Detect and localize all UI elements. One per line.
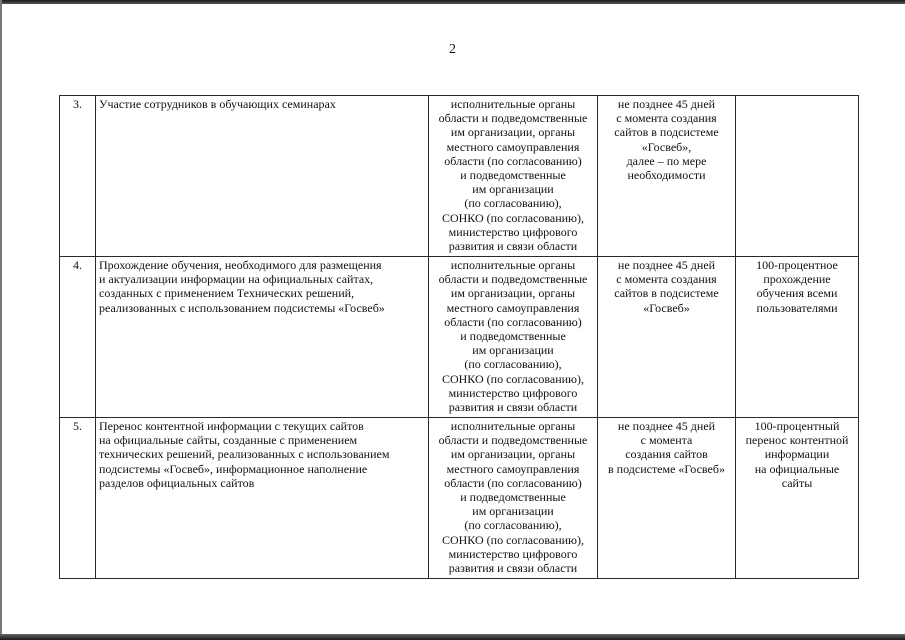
action-line: разделов официальных сайтов bbox=[99, 475, 255, 490]
executors-line: и подведомственные bbox=[460, 490, 566, 505]
executors-line: министерство цифрового bbox=[448, 224, 578, 239]
executors-line: и подведомственные bbox=[460, 168, 566, 183]
page-number: 2 bbox=[449, 42, 456, 57]
executors-line: и подведомственные bbox=[460, 329, 566, 344]
executors-line: области и подведомственные bbox=[438, 272, 588, 287]
executors-line: им организации bbox=[472, 182, 554, 197]
executors-cell bbox=[429, 96, 598, 257]
executors-line: им организации bbox=[472, 504, 554, 519]
deadline-line: необходимости bbox=[627, 168, 706, 183]
executors-line: (по согласованию), bbox=[464, 518, 562, 533]
executors-line: развития и связи области bbox=[448, 400, 578, 415]
deadline-line: с момента создания bbox=[616, 272, 717, 287]
result-line: перенос контентной bbox=[745, 433, 849, 448]
executors-line: местного самоуправления bbox=[446, 461, 580, 476]
executors-line: развития и связи области bbox=[448, 561, 578, 576]
executors-line: развития и связи области bbox=[448, 239, 578, 254]
action-line: подсистемы «Госвеб», информационное наполнение bbox=[99, 461, 368, 476]
result-cell bbox=[736, 257, 859, 418]
result-line: 100-процентное bbox=[756, 258, 838, 272]
result-line: прохождение bbox=[763, 272, 831, 287]
executors-line: исполнительные органы bbox=[450, 419, 576, 433]
row-number-cell: 5. bbox=[60, 418, 96, 579]
executors-line: исполнительные органы bbox=[450, 258, 576, 272]
result-cell bbox=[736, 418, 859, 579]
executors-line: исполнительные органы bbox=[450, 97, 576, 111]
deadline-line: далее – по мере bbox=[626, 153, 707, 168]
executors-cell bbox=[429, 257, 598, 418]
executors-line: местного самоуправления bbox=[446, 300, 580, 315]
plan-table bbox=[59, 95, 859, 579]
executors-line: им организации bbox=[472, 343, 554, 358]
action-line: технических решений, реализованных с использованием bbox=[99, 447, 390, 462]
executors-line: министерство цифрового bbox=[448, 546, 578, 561]
deadline-line: не позднее 45 дней bbox=[617, 419, 716, 433]
action-cell bbox=[96, 96, 429, 257]
scan-edge-top bbox=[0, 0, 905, 4]
deadline-line: не позднее 45 дней bbox=[617, 258, 716, 272]
deadline-line: не позднее 45 дней bbox=[617, 97, 716, 111]
action-line: реализованных с использованием подсистемы «Госвеб» bbox=[99, 300, 385, 315]
deadline-line: «Госвеб», bbox=[641, 139, 692, 154]
result-line: информации bbox=[764, 447, 830, 462]
executors-line: СОНКО (по согласованию), bbox=[441, 371, 585, 386]
deadline-line: с момента bbox=[640, 433, 693, 448]
deadline-line: в подсистеме «Госвеб» bbox=[608, 461, 725, 476]
executors-line: министерство цифрового bbox=[448, 385, 578, 400]
executors-line: (по согласованию), bbox=[464, 196, 562, 211]
action-line: созданных с применением Технических решений, bbox=[99, 286, 355, 301]
executors-line: области и подведомственные bbox=[438, 111, 588, 126]
action-line: на официальные сайты, созданные с применением bbox=[99, 433, 358, 448]
result-line: сайты bbox=[781, 475, 813, 490]
executors-line: местного самоуправления bbox=[446, 139, 580, 154]
result-line: на официальные bbox=[754, 461, 840, 476]
executors-line: СОНКО (по согласованию), bbox=[441, 532, 585, 547]
deadline-line: «Госвеб» bbox=[643, 300, 690, 315]
executors-line: области и подведомственные bbox=[438, 433, 588, 448]
deadline-line: создания сайтов bbox=[625, 447, 708, 462]
deadline-line: сайтов в подсистеме bbox=[614, 125, 719, 140]
scan-edge-bottom bbox=[0, 634, 905, 640]
result-line: пользователями bbox=[756, 300, 838, 315]
executors-line: им организации, органы bbox=[450, 125, 576, 140]
table-row bbox=[60, 418, 859, 579]
action-line: Участие сотрудников в обучающих семинарах bbox=[99, 97, 336, 111]
result-cell bbox=[736, 96, 859, 257]
result-line: 100-процентный bbox=[754, 419, 840, 433]
scan-edge-left bbox=[0, 0, 2, 640]
deadline-line: сайтов в подсистеме bbox=[614, 286, 719, 301]
executors-line: СОНКО (по согласованию), bbox=[441, 210, 585, 225]
deadline-line: с момента создания bbox=[616, 111, 717, 126]
row-number-cell: 3. bbox=[60, 96, 96, 257]
executors-cell bbox=[429, 418, 598, 579]
action-line: и актуализации информации на официальных сайтах, bbox=[99, 272, 374, 287]
action-cell bbox=[96, 257, 429, 418]
executors-line: им организации, органы bbox=[450, 447, 576, 462]
action-line: Перенос контентной информации с текущих сайтов bbox=[99, 419, 364, 433]
deadline-cell bbox=[598, 257, 736, 418]
action-line: Прохождение обучения, необходимого для размещения bbox=[99, 258, 382, 272]
executors-line: области (по согласованию) bbox=[444, 475, 582, 490]
table-row bbox=[60, 257, 859, 418]
deadline-cell bbox=[598, 418, 736, 579]
action-cell bbox=[96, 418, 429, 579]
executors-line: области (по согласованию) bbox=[444, 153, 582, 168]
deadline-cell bbox=[598, 96, 736, 257]
executors-line: (по согласованию), bbox=[464, 357, 562, 372]
row-number-cell: 4. bbox=[60, 257, 96, 418]
executors-line: им организации, органы bbox=[450, 286, 576, 301]
table-row bbox=[60, 96, 859, 257]
executors-line: области (по согласованию) bbox=[444, 314, 582, 329]
result-line: обучения всеми bbox=[756, 286, 838, 301]
